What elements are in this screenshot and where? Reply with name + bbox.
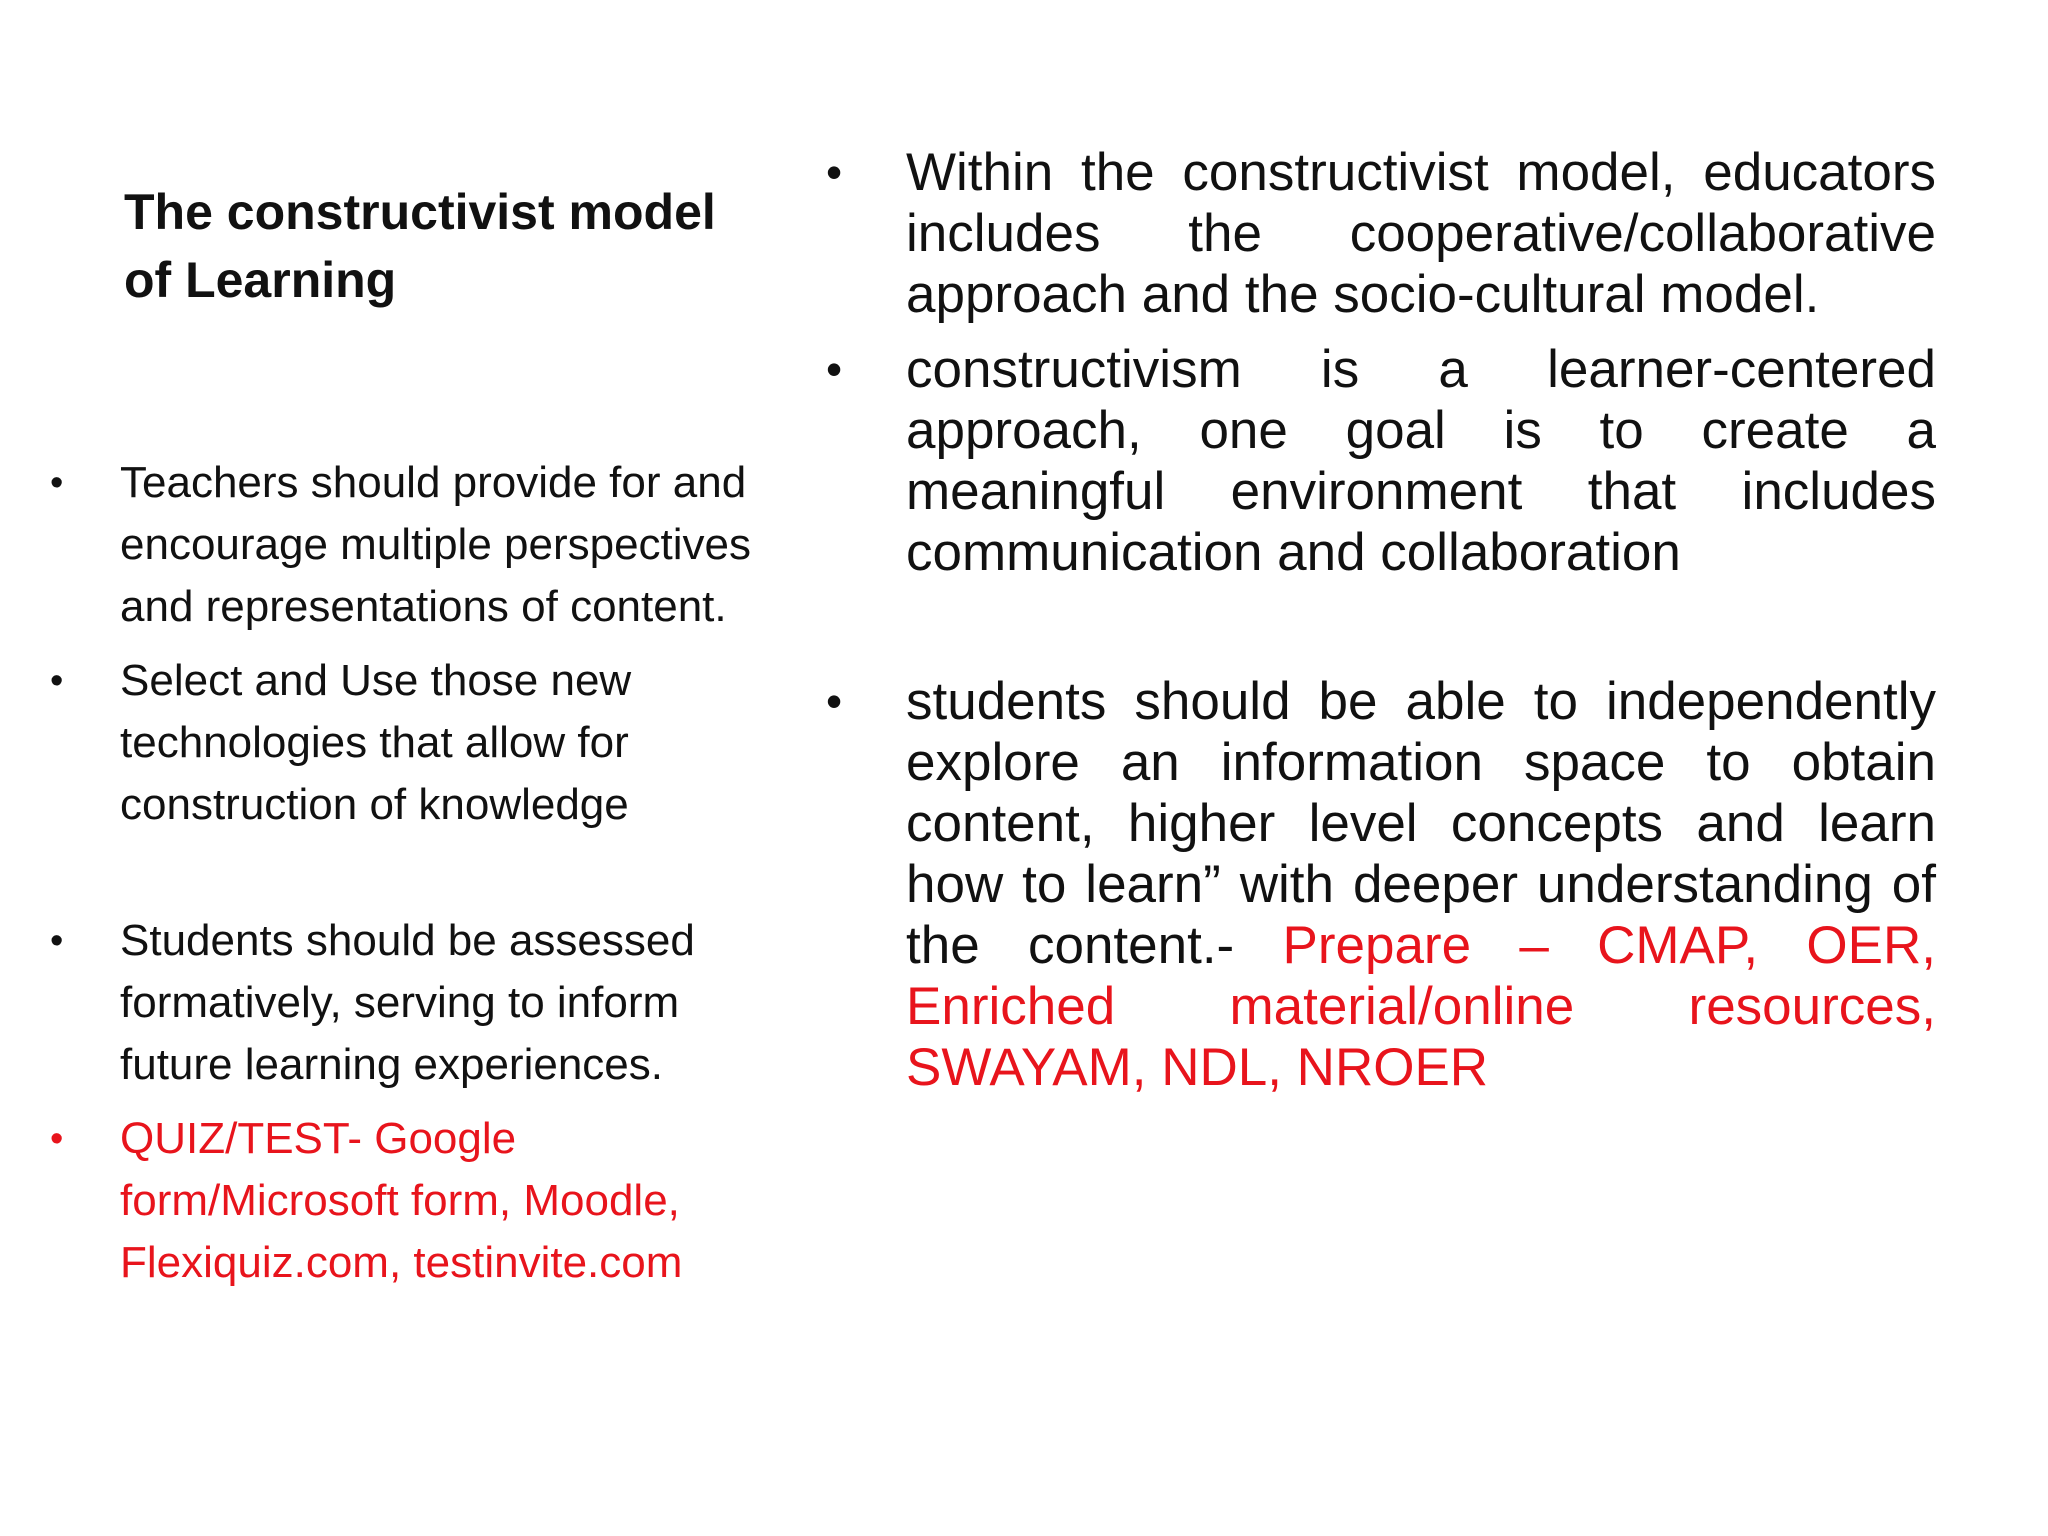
right-bullet-item	[826, 339, 1936, 583]
bullet-icon: •	[50, 462, 64, 504]
right-bullet-text: students should be able to independently explore an information space to obtain content, higher level concepts and learn how to learn” with deeper understanding of the content.-	[906, 672, 1936, 975]
right-bullet-item	[826, 142, 1936, 325]
left-bullet-text: QUIZ/TEST- Google form/Microsoft form, Moodle, Flexiquiz.com, testinvite.com	[120, 1114, 683, 1287]
left-bullet-text: Teachers should provide for and encourage multiple perspectives and representations of content.	[120, 458, 752, 631]
title-line-2: of Learning	[124, 252, 397, 308]
left-bullet-item	[50, 650, 770, 836]
bullet-icon: •	[50, 920, 64, 962]
left-bullet-item-red	[50, 1108, 770, 1294]
left-bullet-item	[50, 910, 770, 1096]
right-bullet-list	[826, 142, 1936, 1098]
right-bullet-item	[826, 671, 1936, 1098]
bullet-icon: •	[826, 343, 843, 395]
title-line-1: The constructivist model	[124, 184, 716, 240]
bullet-icon: •	[826, 675, 843, 727]
left-bullet-list	[50, 452, 770, 1294]
right-bullet-text: Within the constructivist model, educators includes the cooperative/collaborative approach and the socio-cultural model.	[906, 143, 1936, 324]
bullet-icon: •	[826, 146, 843, 198]
slide-title	[124, 178, 744, 314]
bullet-icon: •	[50, 660, 64, 702]
left-bullet-item	[50, 452, 770, 638]
left-bullet-text: Students should be assessed formatively, serving to inform future learning experiences.	[120, 916, 695, 1089]
right-bullet-red-text: Prepare – CMAP, OER, Enriched material/online resources, SWAYAM, NDL, NROER	[906, 916, 1936, 1097]
bullet-icon: •	[50, 1118, 64, 1160]
left-bullet-text: Select and Use those new technologies that allow for construction of knowledge	[120, 656, 632, 829]
right-bullet-text: constructivism is a learner-centered approach, one goal is to create a meaningful environment that includes communication and collaboration	[906, 340, 1936, 582]
